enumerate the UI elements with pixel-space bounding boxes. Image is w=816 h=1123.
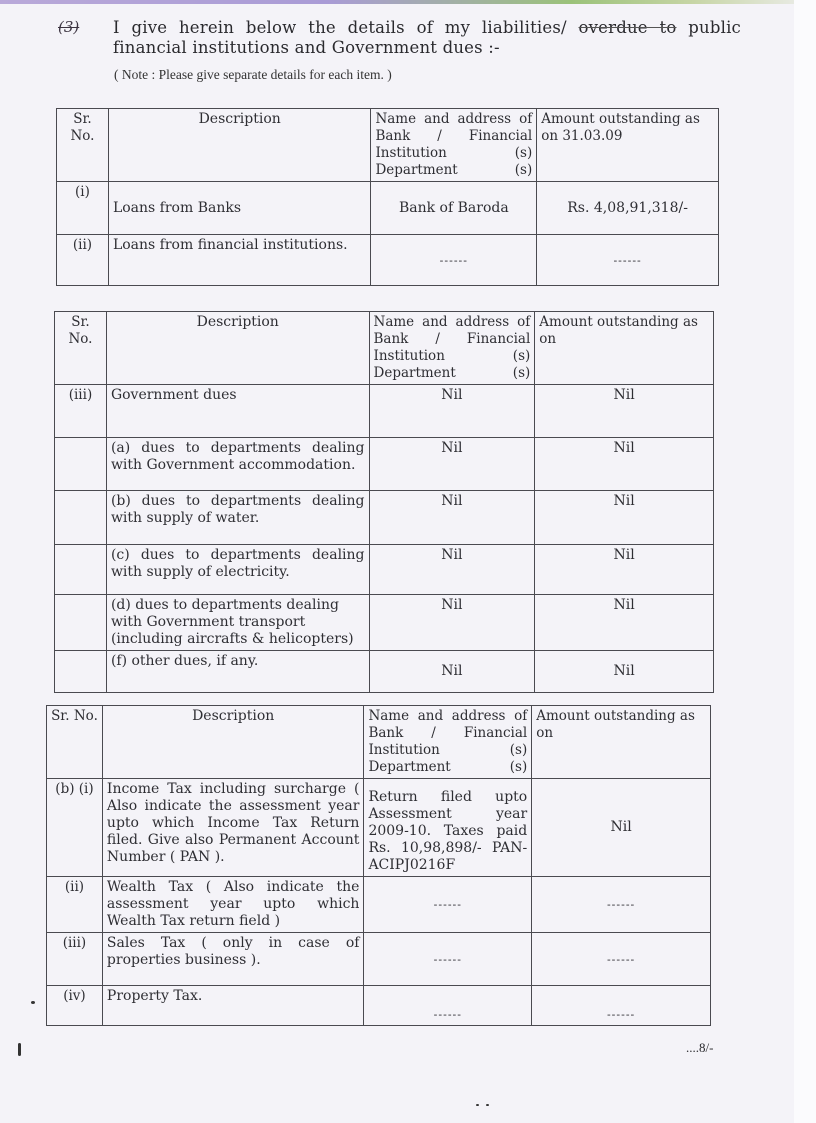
row-amount: Nil: [535, 385, 714, 438]
scan-top-edge: [0, 0, 816, 4]
row-amount: Rs. 4,08,91,318/-: [537, 182, 719, 235]
row-description: Sales Tax ( only in case of properties business ).: [102, 933, 364, 986]
row-sr: (i): [57, 182, 109, 235]
row-name-address: Nil: [369, 438, 535, 491]
row-sr: [55, 651, 107, 693]
table-row: [55, 651, 714, 693]
row-name-address: Nil: [369, 545, 535, 595]
header-name-address: Name and address of Bank / Financial Institution (s) Department (s): [369, 312, 535, 385]
row-sr: [55, 595, 107, 651]
row-name-address: Nil: [369, 385, 535, 438]
row-name-address: ------: [364, 877, 532, 933]
scan-speck: [31, 1001, 35, 1004]
row-amount: Nil: [535, 438, 714, 491]
intro-text-before: I give herein below the details of my liabilities/: [113, 18, 579, 37]
table-row: [55, 595, 714, 651]
row-sr: (iii): [55, 385, 107, 438]
row-description: (a) dues to departments dealing with Government accommodation.: [106, 438, 369, 491]
table-row: [55, 385, 714, 438]
row-sr: (ii): [47, 877, 103, 933]
header-sr-no: Sr. No.: [57, 109, 109, 182]
scan-speck: [486, 1104, 489, 1106]
row-sr: (ii): [57, 235, 109, 286]
row-description: (c) dues to departments dealing with supply of electricity.: [106, 545, 369, 595]
table-header-row: [47, 706, 711, 779]
row-sr: [55, 545, 107, 595]
row-amount: ------: [532, 877, 711, 933]
row-sr: [55, 491, 107, 545]
header-sr-no: Sr. No.: [47, 706, 103, 779]
table-row: [57, 235, 719, 286]
table-row: [47, 877, 711, 933]
table-row: [47, 779, 711, 877]
table-header-row: [57, 109, 719, 182]
row-amount: Nil: [535, 545, 714, 595]
row-sr: (iv): [47, 986, 103, 1026]
row-name-address: ------: [364, 933, 532, 986]
loans-table: [56, 108, 719, 286]
scan-right-margin: [794, 0, 816, 1123]
row-sr: (iii): [47, 933, 103, 986]
table-row: [55, 438, 714, 491]
page-continuation: ....8/-: [686, 1040, 714, 1055]
row-sr: [55, 438, 107, 491]
intro-text-after: public financial institutions and Government dues :-: [113, 18, 741, 57]
row-amount: Nil: [535, 595, 714, 651]
row-description: Loans from financial institutions.: [108, 235, 371, 286]
row-name-address: ------: [364, 986, 532, 1026]
header-amount: Amount outstanding as on: [532, 706, 711, 779]
row-amount: Nil: [535, 651, 714, 693]
row-description: (d) dues to departments dealing with Government transport (including aircrafts & helicopters): [106, 595, 369, 651]
row-description: Wealth Tax ( Also indicate the assessment year upto which Wealth Tax return field ): [102, 877, 364, 933]
table-row: [55, 545, 714, 595]
row-name-address: Return filed upto Assessment year 2009-10. Taxes paid Rs. 10,98,898/- PAN- ACIPJ0216F: [364, 779, 532, 877]
header-amount: Amount outstanding as on: [535, 312, 714, 385]
row-description: Loans from Banks: [108, 182, 371, 235]
taxes-table: [46, 705, 711, 1026]
header-description: Description: [106, 312, 369, 385]
scan-speck: [476, 1104, 479, 1106]
row-name-address: ------: [371, 235, 537, 286]
scan-speck: [18, 1043, 21, 1056]
note-text: ( Note : Please give separate details for each item. ): [114, 67, 392, 82]
row-sr: (b) (i): [47, 779, 103, 877]
government-dues-table: [54, 311, 714, 693]
intro-paragraph: [113, 18, 741, 58]
header-description: Description: [102, 706, 364, 779]
row-name-address: Nil: [369, 491, 535, 545]
header-name-address: Name and address of Bank / Financial Institution (s) Department (s): [371, 109, 537, 182]
row-description: (b) dues to departments dealing with supply of water.: [106, 491, 369, 545]
item-number: (3): [58, 18, 80, 36]
row-description: Income Tax including surcharge ( Also indicate the assessment year upto which Income Tax Return filed. Give also Permanent Account Number ( PAN ).: [102, 779, 364, 877]
row-description: Government dues: [106, 385, 369, 438]
row-amount: ------: [537, 235, 719, 286]
table-row: [55, 491, 714, 545]
table-header-row: [55, 312, 714, 385]
header-name-address: Name and address of Bank / Financial Institution (s) Department (s): [364, 706, 532, 779]
struck-text: overdue to: [578, 18, 677, 37]
table-row: [47, 986, 711, 1026]
header-sr-no: Sr. No.: [55, 312, 107, 385]
row-description: Property Tax.: [102, 986, 364, 1026]
row-amount: Nil: [532, 779, 711, 877]
row-amount: ------: [532, 933, 711, 986]
row-description: (f) other dues, if any.: [106, 651, 369, 693]
row-name-address: Nil: [369, 595, 535, 651]
table-row: [47, 933, 711, 986]
row-name-address: Bank of Baroda: [371, 182, 537, 235]
row-amount: ------: [532, 986, 711, 1026]
row-name-address: Nil: [369, 651, 535, 693]
row-amount: Nil: [535, 491, 714, 545]
table-row: [57, 182, 719, 235]
header-amount: Amount outstanding as on 31.03.09: [537, 109, 719, 182]
header-description: Description: [108, 109, 371, 182]
